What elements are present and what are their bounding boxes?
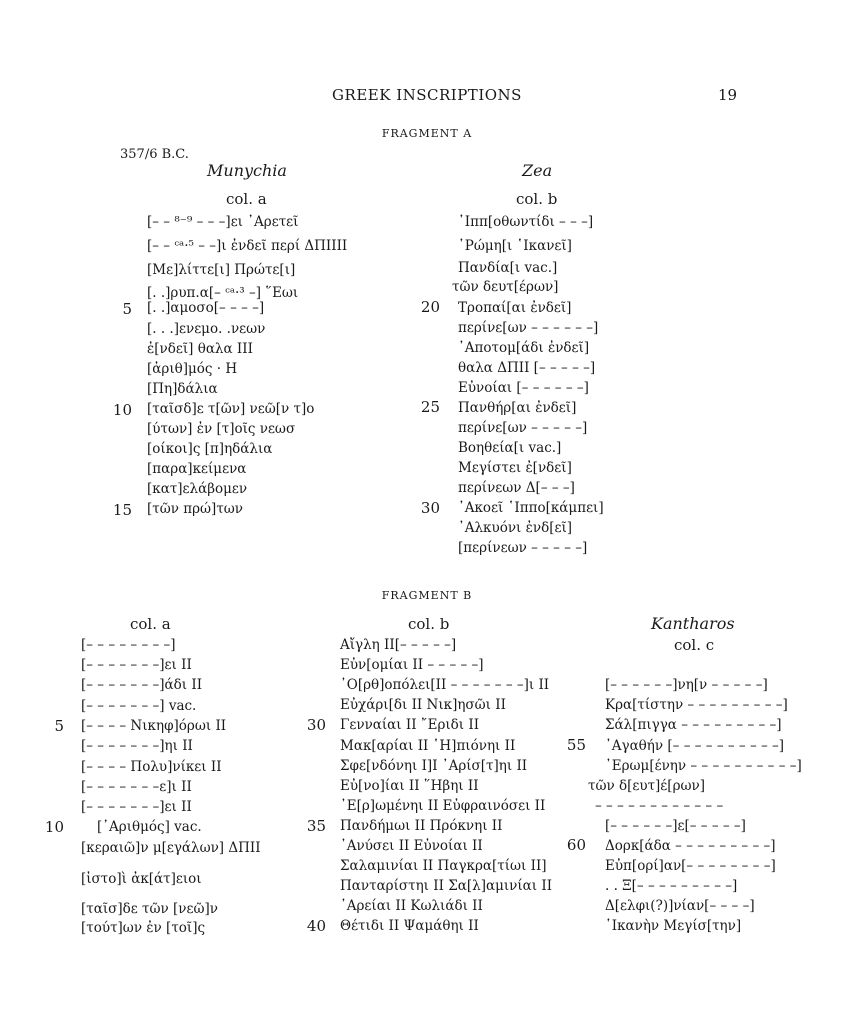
inscription-line: Τροπαί[αι ἐνδεῖ]	[458, 300, 572, 316]
inscription-line: [. . .]ενεμο. .νεων	[147, 321, 266, 337]
inscription-line: [ταῖσ]δε τῶν [νεῶ]ν	[81, 901, 218, 917]
inscription-line: – – – – – – – – – – – –	[595, 798, 724, 814]
inscription-line: [– – – – Πολυ]νίκει ΙΙ	[81, 759, 222, 775]
inscription-line: . . Ξ[– – – – – – – – –]	[605, 878, 738, 894]
inscription-line: περίνε[ων – – – – –]	[458, 420, 588, 436]
inscription-line: [᾿Αριθμός] vac.	[97, 819, 202, 835]
inscription-line: ᾿Αρείαι ΙΙ Κωλιάδι ΙΙ	[340, 898, 483, 914]
inscription-line: [– – – – – – – –]	[81, 637, 176, 653]
inscription-line: θαλα ΔΠΙΙ [– – – – –]	[458, 360, 596, 376]
line-number: 5	[54, 717, 64, 735]
inscription-line: ῾Ρώμη[ι ῾Ικανεῖ]	[458, 238, 572, 254]
line-number: 35	[306, 817, 326, 835]
inscription-line: Γενναίαι ΙΙ ῎Εριδι ΙΙ	[340, 717, 480, 733]
inscription-line: [οίκοι]ς [π]ηδάλια	[147, 441, 273, 457]
fragment-b-col-b-label: col. b	[408, 615, 450, 633]
line-number: 30	[306, 716, 326, 734]
fragment-a-col-a-place: Munychia	[207, 161, 287, 180]
inscription-line: Κρα[τίστην – – – – – – – – –]	[605, 697, 788, 713]
inscription-line: τῶν δ[ευτ]έ[ρων]	[588, 778, 705, 794]
inscription-line: [Πη]δάλια	[147, 381, 218, 397]
inscription-line: [– – ⁸⁻⁹ – – –]ει ᾿Αρετεῖ	[147, 214, 299, 230]
fragment-a-col-b-label: col. b	[516, 190, 558, 208]
inscription-line: [– – – – Νικηφ]όρωι ΙΙ	[81, 718, 227, 734]
fragment-b-col-c-label: col. c	[674, 636, 715, 654]
inscription-line: [ἰστο]ὶ ἀκ[άτ]ειοι	[81, 871, 202, 887]
inscription-line: [– – ᶜᵃ·⁵ – –]ι ἐνδεῖ περί ΔΠΙΙΙΙ	[147, 238, 348, 254]
inscription-line: [ύτων] ἐν [τ]οῖς νεωσ	[147, 421, 296, 437]
inscription-line: ῾Ικανὴν Μεγίσ[την]	[605, 918, 742, 934]
fragment-a-col-b-place: Zea	[522, 161, 553, 180]
line-number: 10	[112, 401, 132, 419]
inscription-line: [κεραιῶ]ν μ[εγάλων] ΔΠΙΙ	[81, 840, 261, 856]
inscription-line: Εὐχάρι[δι ΙΙ Νικ]ησῶι ΙΙ	[340, 697, 506, 713]
inscription-line: τῶν δευτ[έρων]	[452, 279, 559, 295]
fragment-b-heading: FRAGMENT B	[381, 589, 473, 602]
running-title: GREEK INSCRIPTIONS	[332, 86, 522, 104]
inscription-line: Μεγίστει ἐ[νδεῖ]	[458, 460, 572, 476]
inscription-line: ᾿Ο[ρθ]οπόλει[ΙΙ – – – – – – –]ι ΙΙ	[340, 677, 550, 693]
fragment-a-col-a-label: col. a	[226, 190, 267, 208]
inscription-line: Μακ[αρίαι ΙΙ ῾Η]πιόνηι ΙΙ	[340, 738, 516, 754]
inscription-line: [– – – – – –]ε[– – – – –]	[605, 818, 746, 834]
inscription-line: Σάλ[πιγγα – – – – – – – – –]	[605, 717, 782, 733]
inscription-line: Εὐνοίαι [– – – – – –]	[458, 380, 589, 396]
inscription-line: [– – – – – – –]άδι ΙΙ	[81, 677, 203, 693]
inscription-line: Δορκ[άδα – – – – – – – – –]	[605, 838, 776, 854]
fragment-b-col-c-place: Kantharos	[651, 614, 735, 633]
inscription-line: [κατ]ελάβομεν	[147, 481, 248, 497]
inscription-line: [– – – – – – –]ει ΙΙ	[81, 657, 192, 673]
inscription-line: Δ[ελφι(?)]νίαν[– – – –]	[605, 898, 755, 914]
inscription-line: [Με]λίττε[ι] Πρώτε[ι]	[147, 262, 296, 278]
inscription-line: ἐ[νδεῖ] θαλα ΙΙΙ	[147, 341, 253, 357]
date-label: 357/6 B.C.	[120, 147, 189, 162]
inscription-line: [. .]αμοσο[– – – –]	[147, 300, 265, 316]
inscription-line: περίνε[ων – – – – – –]	[458, 320, 599, 336]
line-number: 20	[420, 298, 440, 316]
inscription-line: Πανθήρ[αι ἐνδεῖ]	[458, 400, 577, 416]
inscription-line: Βοηθεία[ι vac.]	[458, 440, 562, 456]
inscription-line: [. .]ρυπ.α[– ᶜᵃ·³ –] ῞Εωι	[147, 285, 299, 301]
line-number: 10	[44, 818, 64, 836]
inscription-line: Θέτιδι ΙΙ Ψαμάθηι ΙΙ	[340, 918, 479, 934]
inscription-line: ῾Ιππ[οθωντίδι – – –]	[458, 214, 594, 230]
line-number: 15	[112, 501, 132, 519]
inscription-line: [τούτ]ων ἐν [τοῖ]ς	[81, 920, 206, 936]
line-number: 25	[420, 398, 440, 416]
inscription-line: [– – – – – – –]ει ΙΙ	[81, 799, 192, 815]
inscription-line: [– – – – – – –]ηι ΙΙ	[81, 738, 193, 754]
inscription-line: Εὐν[ομίαι ΙΙ – – – – –]	[340, 657, 484, 673]
inscription-line: Πανταρίστηι ΙΙ Σα[λ]αμινίαι ΙΙ	[340, 878, 553, 894]
inscription-line: Πανδία[ι vac.]	[458, 260, 558, 276]
inscription-line: [– – – – – –]νη[ν – – – – –]	[605, 677, 768, 693]
inscription-line: [ἀριθ]μός · Η	[147, 361, 238, 377]
inscription-line: Σφε[νδόνηι Ι]Ι ᾿Αρίσ[τ]ηι ΙΙ	[340, 758, 528, 774]
inscription-line: Σαλαμινίαι ΙΙ Παγκρα[τίωι ΙΙ]	[340, 858, 547, 874]
fragment-b-col-a-label: col. a	[130, 615, 171, 633]
inscription-line: [περίνεων – – – – –]	[458, 540, 588, 556]
inscription-line: ᾿Ε[ρ]ωμένηι ΙΙ Εὐφραινόσει ΙΙ	[340, 798, 546, 814]
inscription-line: [– – – – – – –ε]ι ΙΙ	[81, 779, 192, 795]
inscription-line: ᾿Αλκυόνι ἐνδ[εῖ]	[458, 520, 573, 536]
inscription-line: ᾿Αγαθήν [– – – – – – – – – –]	[605, 738, 785, 754]
inscription-line: [– – – – – – –] vac.	[81, 698, 197, 714]
inscription-line: ᾿Ερωμ[ένην – – – – – – – – – –]	[605, 758, 802, 774]
line-number: 40	[306, 917, 326, 935]
inscription-line: περίνεων Δ[– – –]	[458, 480, 575, 496]
line-number: 5	[122, 300, 132, 318]
inscription-line: ᾿Ανύσει ΙΙ Εὐνοίαι ΙΙ	[340, 838, 483, 854]
inscription-line: [παρα]κείμενα	[147, 461, 247, 477]
line-number: 30	[420, 499, 440, 517]
inscription-line: ᾿Ακοεῖ ῾Ιππο[κάμπει]	[458, 500, 604, 516]
inscription-line: [τῶν πρώ]των	[147, 501, 244, 517]
line-number: 60	[566, 836, 586, 854]
inscription-line: Εὐπ[ορί]αν[– – – – – – – –]	[605, 858, 776, 874]
inscription-line: Εὐ[νο]ίαι ΙΙ ῞Ηβηι ΙΙ	[340, 778, 479, 794]
line-number: 55	[566, 736, 586, 754]
inscription-line: [ταῖσδ]ε τ[ῶν] νεῶ[ν τ]ο	[147, 401, 315, 417]
inscription-line: Αἴγλη ΙΙ[– – – – –]	[340, 637, 457, 653]
inscription-line: ᾿Αποτομ[άδι ἐνδεῖ]	[458, 340, 590, 356]
fragment-a-heading: FRAGMENT A	[381, 127, 473, 140]
inscription-line: Πανδήμωι ΙΙ Πρόκνηι ΙΙ	[340, 818, 503, 834]
page-number: 19	[718, 86, 738, 104]
